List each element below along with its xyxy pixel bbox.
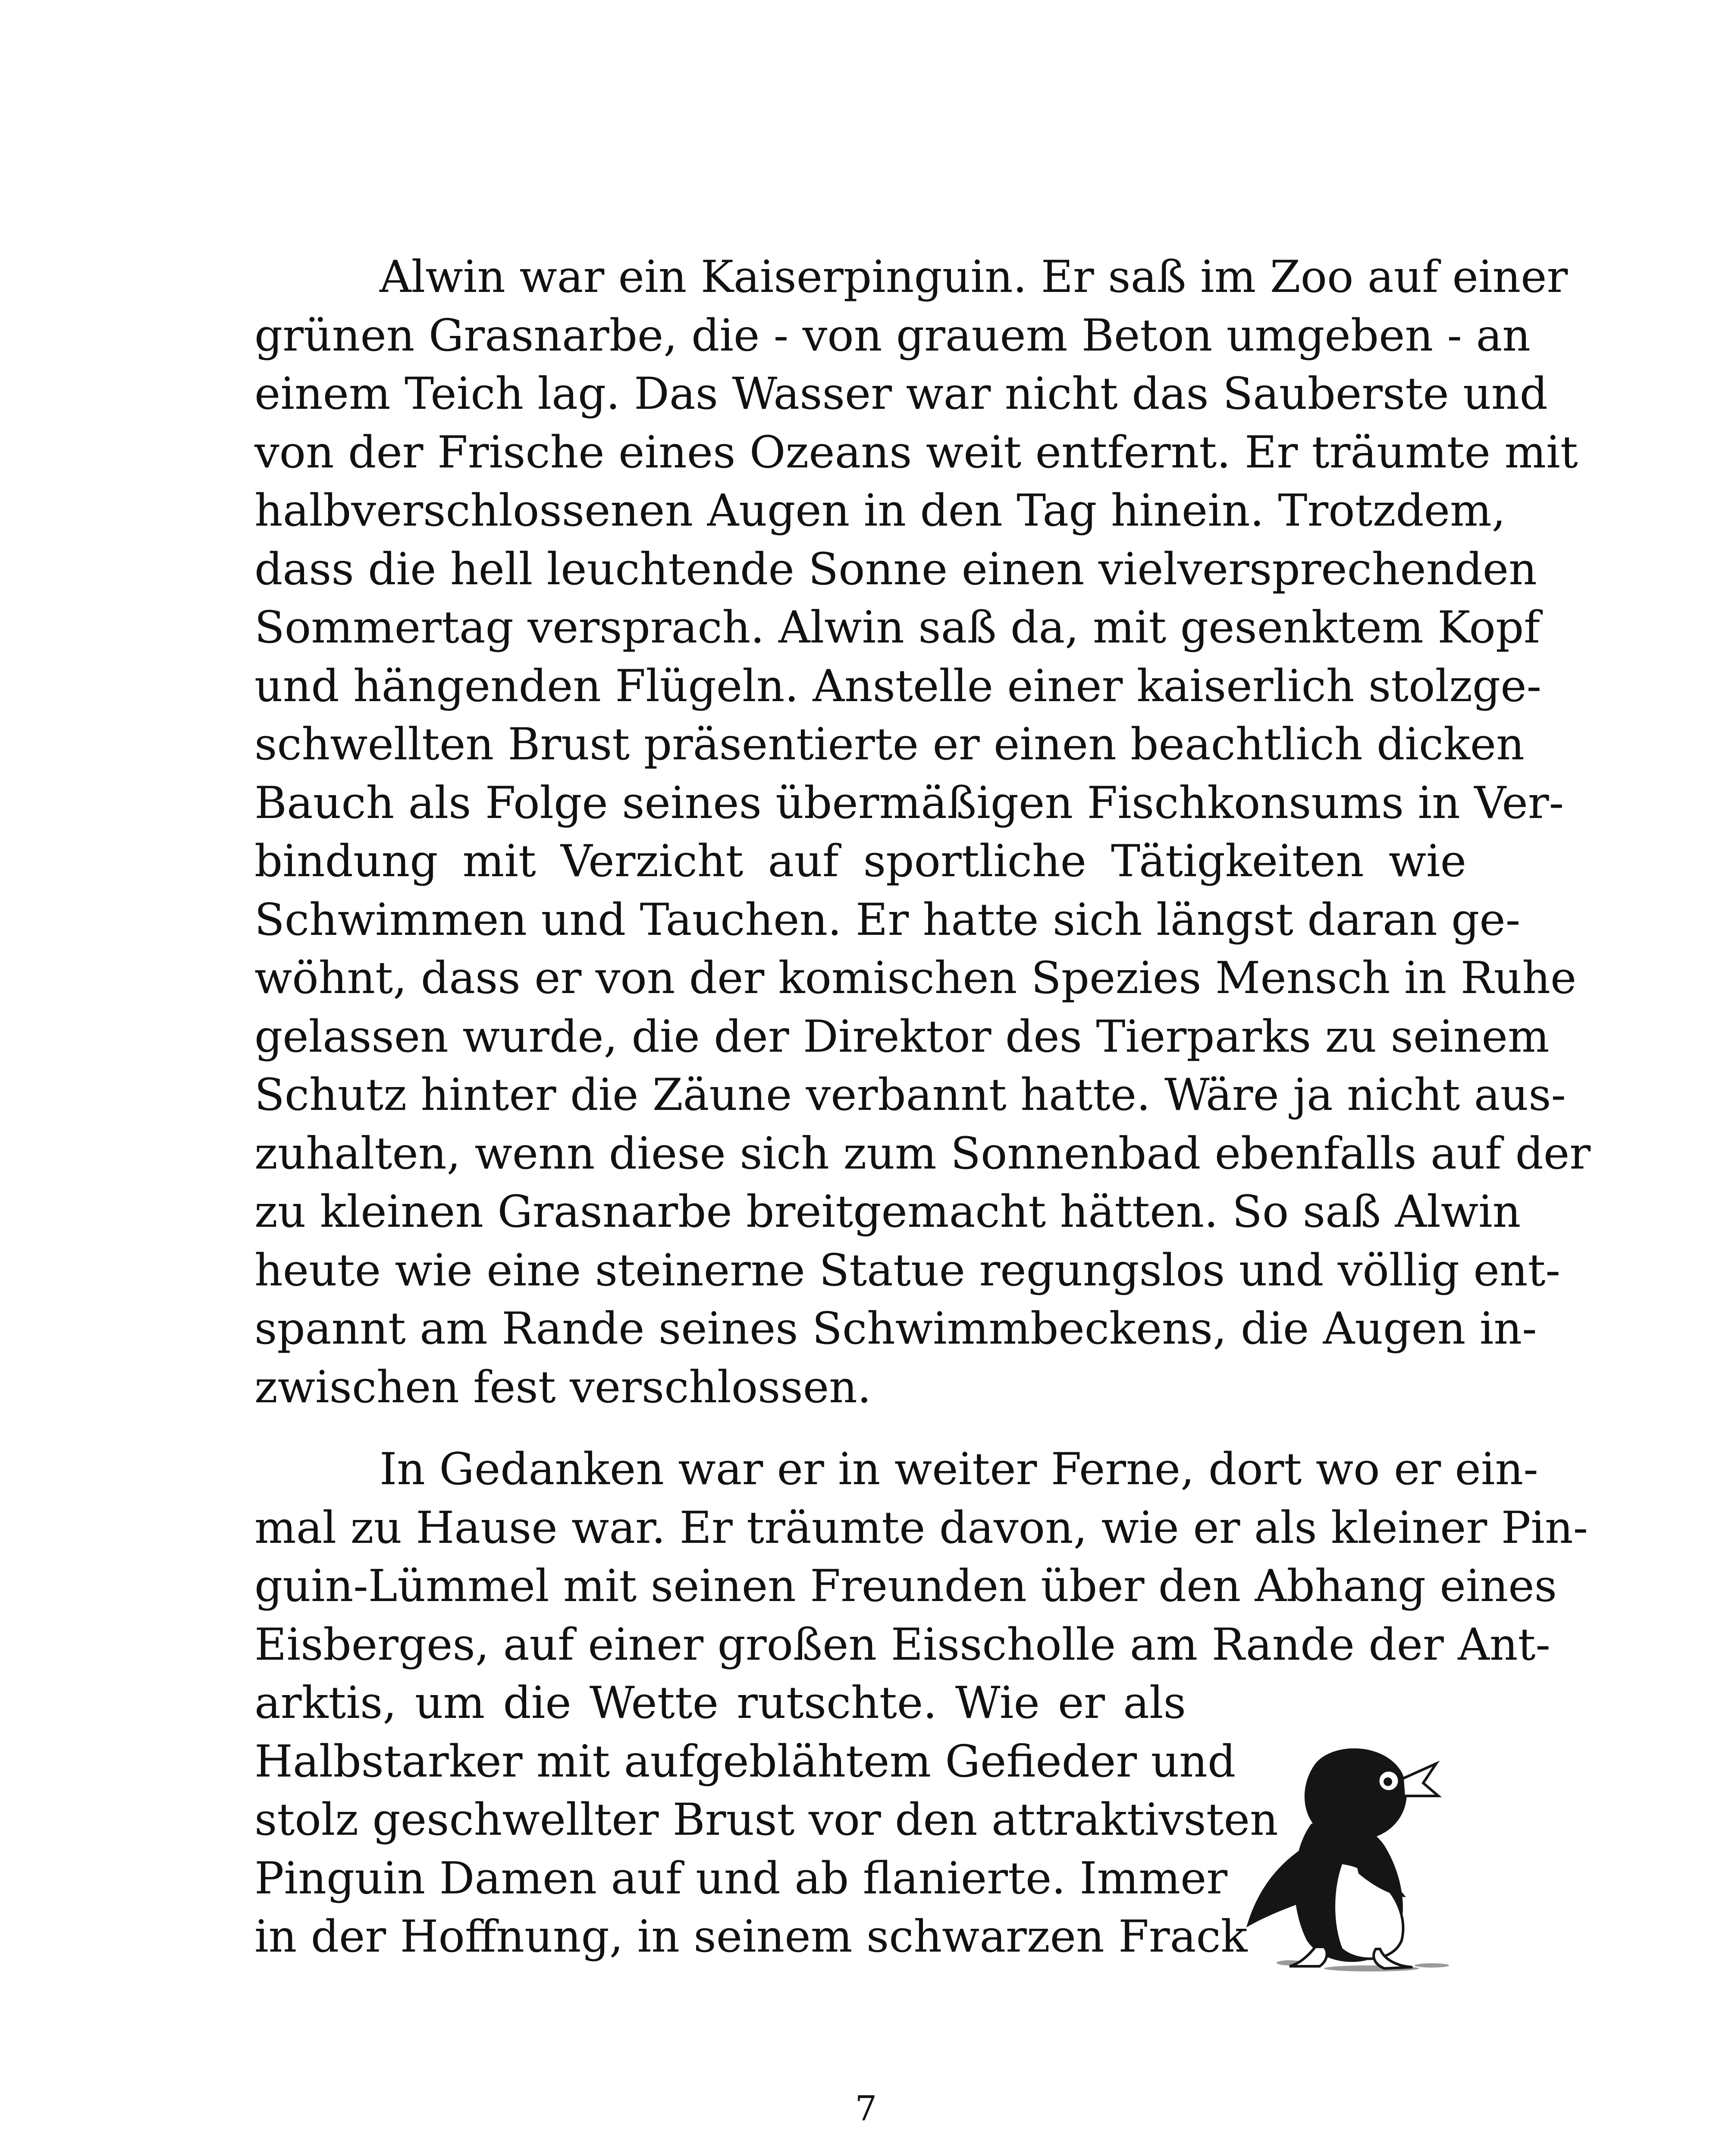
text-line: stolz geschwellter Brust vor den attraktivsten [254, 1794, 1278, 1846]
text-line: guin-Lümmel mit seinen Freunden über den Abhang eines [254, 1561, 1557, 1612]
text-line: zuhalten, wenn diese sich zum Sonnenbad ebenfalls auf der [254, 1128, 1591, 1179]
text-line: Halbstarker mit aufgeblähtem Gefieder und [254, 1736, 1236, 1787]
text-line: grünen Grasnarbe, die - von grauem Beton umgeben - an [254, 310, 1531, 361]
text-line: mal zu Hause war. Er träumte davon, wie er als kleiner Pin- [254, 1502, 1588, 1554]
page-number: 7 [855, 2088, 877, 2128]
text-line: zu kleinen Grasnarbe breitgemacht hätten. So saß Alwin [254, 1186, 1521, 1238]
text-line: zwischen fest verschlossen. [254, 1361, 872, 1413]
text-line: heute wie eine steinerne Statue regungslos und völlig ent- [254, 1244, 1560, 1296]
text-line: gelassen wurde, die der Direktor des Tierparks zu seinem [254, 1011, 1550, 1062]
text-line: in der Hoffnung, in seinem schwarzen Frack [254, 1911, 1248, 1962]
text-line: halbverschlossenen Augen in den Tag hinein. Trotzdem, [254, 485, 1506, 536]
text-line: In Gedanken war er in weiter Ferne, dort wo er ein- [380, 1444, 1538, 1495]
text-line: von der Frische eines Ozeans weit entfernt. Er träumte mit [254, 426, 1578, 478]
text-line: Eisberges, auf einer großen Eisscholle am Rande der Ant- [254, 1619, 1551, 1670]
text-line: dass die hell leuchtende Sonne einen vielversprechenden [254, 543, 1537, 595]
text-line: Schutz hinter die Zäune verbannt hatte. Wäre ja nicht aus- [254, 1069, 1566, 1121]
text-line: wöhnt, dass er von der komischen Spezies Mensch in Ruhe [254, 953, 1577, 1004]
text-line: Schwimmen und Tauchen. Er hatte sich längst daran ge- [254, 894, 1521, 946]
text-line: arktis, um die Wette rutschte. Wie er als [254, 1677, 1186, 1729]
text-line: Bauch als Folge seines übermäßigen Fischkonsums in Ver- [254, 777, 1564, 829]
text-line: spannt am Rande seines Schwimmbeckens, die Augen in- [254, 1303, 1537, 1354]
text-line: einem Teich lag. Das Wasser war nicht das Sauberste und [254, 368, 1548, 420]
text-line: und hängenden Flügeln. Anstelle einer kaiserlich stolzge- [254, 660, 1542, 712]
penguin-icon [1242, 1725, 1466, 1984]
text-line: Pinguin Damen auf und ab flanierte. Immer [254, 1852, 1228, 1904]
text-line: schwellten Brust präsentierte er einen beachtlich dicken [254, 719, 1525, 770]
text-line: Alwin war ein Kaiserpinguin. Er saß im Zoo auf einer [380, 251, 1568, 303]
text-line: bindung mit Verzicht auf sportliche Tätigkeiten wie [254, 836, 1466, 887]
paragraph-1 [254, 248, 1591, 1416]
text-line: Sommertag versprach. Alwin saß da, mit gesenktem Kopf [254, 602, 1541, 653]
